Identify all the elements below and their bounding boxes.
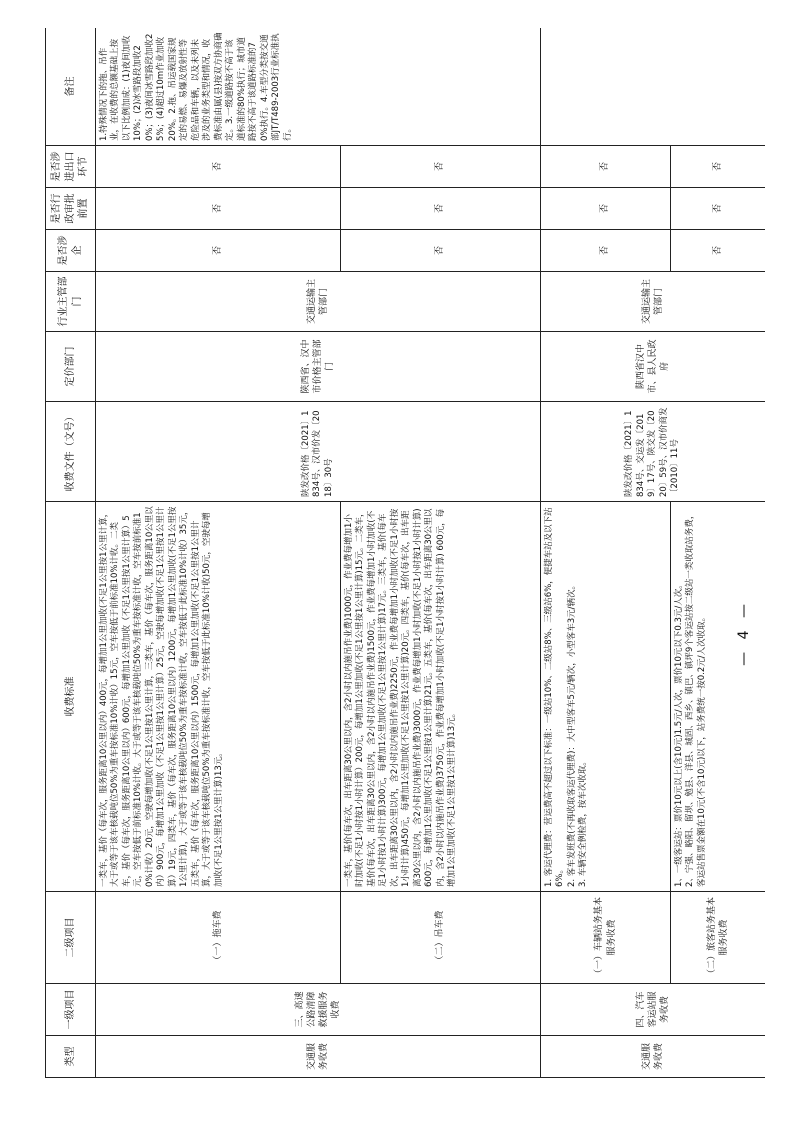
cell-enterprise: 否 [671, 230, 766, 272]
cell-standard: 1、一级客运站：票价10元以上(含10元)1.5元/人次，票价10元以下0.3元/人次。 2、宁强、略阳、留坝、勉县、洋县、城固、西乡、镇巴、镇坪9个客运站按二级站一类收取站务费，客运站售票金额在10元(不含10元)以下，站务费统一按0.2元/人次收取。 [671, 502, 766, 892]
cell-enterprise: 否 [96, 230, 341, 272]
header-doc: 收费文件（文号） [46, 402, 96, 502]
cell-level2: （二）旅客站务基本服务收费 [671, 892, 766, 984]
cell-enterprise: 否 [541, 230, 671, 272]
cell-admin: 否 [96, 188, 341, 230]
rotated-page-frame [45, 28, 765, 1078]
fee-table [45, 28, 765, 1078]
cell-level1: 三、高速公路清障救援服务收费 [96, 984, 541, 1036]
header-enterprise: 是否涉企 [46, 230, 96, 272]
cell-standard: 一类车，基价(每车次，出车距离30公里以内，含2小时以内施吊作业费)1000元，作业费每增加1小时加收(不足1小时按1小时计算）200元，每增加1公里加收(不足1公里按1公里计算)15元。二类车，基价(每车次，出车距离30公里以内，含2小时以内施吊作业费)1500元，作业费每增加1小时加收(不足1小时按1小时计算)300元，每增加1公里加收(不足1公里按1公里计算)17元。三类车，基价(每车次，出车距离30公里以内，含2小时以内施吊作业费)2250元，作业费每增加1小时加收(不足1小时按1小时计算)450元，每增加1公里加收(不足1公里按1公里计算)20元。四类车，基价(每车次，出车距离30公里以内，含2小时以内施吊作业费)3000元，作业费每增加1小时加收(不足1小时按1小时计算)600元，每增加1公里加收(不足1公里按1公里计算)21元。五类车，基价(每车次，出车距离30公里以内，含2小时以内施吊作业费)3750元，作业费每增加1小时加收(不足1小时按1小时计算) 600元，每增加1公里加收(不足1公里按1公里计算)13元。 [341, 502, 541, 892]
page-number: — 4 — [736, 600, 752, 666]
table-row [671, 28, 766, 1078]
cell-import: 否 [96, 146, 341, 188]
cell-industry: 交通运输主管部门 [96, 272, 541, 332]
cell-doc: 陕发改价格〔2021〕1834号、交运发〔2019〕17号、陕交发〔2020〕59号、汉市价商发〔2010〕11号 [541, 402, 766, 502]
cell-type: 交通服务收费 [96, 1036, 541, 1078]
fee-table-container [45, 28, 765, 1078]
cell-level2: （二）吊车费 [341, 892, 541, 984]
header-dept: 定价部门 [46, 332, 96, 402]
cell-dept: 陕西省汉中市、县人民政府 [541, 332, 766, 402]
header-level1: 一级项目 [46, 984, 96, 1036]
header-industry: 行业主管部门 [46, 272, 96, 332]
cell-type: 交通服务收费 [541, 1036, 766, 1078]
cell-industry: 交通运输主管部门 [541, 272, 766, 332]
cell-import: 否 [541, 146, 671, 188]
cell-import: 否 [341, 146, 541, 188]
cell-level2: （一）拖车费 [96, 892, 341, 984]
cell-admin: 否 [541, 188, 671, 230]
cell-dept: 陕西省、汉中市价格主管部门 [96, 332, 541, 402]
table-row [541, 28, 671, 1078]
cell-note: 1.特殊情况下的拖、吊作业，在收费的总额基础上按以下比例加成：(1)夜间加收10%；(2)冰雪路段加收20%；(3)夜间冰雪路段加收25%；(4)超过10m作业加收20%。2.拖、吊运载国家规定的易燃、易爆及放射性等危险品和车辆，以及未列未涉及的业务类型和情况，收费标准由属(县)按双方协商确定。3.一级道路按不高于该道标准的80%执行；城市道路按不高于该道路标准的70%执行。4.车型分类按交通部JT/T489-2003行业标准执行。 [96, 28, 541, 146]
cell-standard: 1. 客运代理费：营运费高不超过以下标准：一级站10%、二级站8%、三级站6%，便捷车站及以下站6%。 2. 客车发班费(不再收取客运代理费)：大中型客车5元/辆次，小型客车3元/辆次。 3. 车辆安全例检费，按车次收取。 [541, 502, 671, 892]
table-row [341, 28, 541, 1078]
cell-level2: （一）车辆站务基本服务收费 [541, 892, 671, 984]
header-admin: 是否行政审批前置 [46, 188, 96, 230]
cell-import: 否 [671, 146, 766, 188]
cell-enterprise: 否 [341, 230, 541, 272]
header-note: 备注 [46, 28, 96, 146]
header-level2: 二级项目 [46, 892, 96, 984]
cell-admin: 否 [671, 188, 766, 230]
table-row [96, 28, 341, 1078]
cell-admin: 否 [341, 188, 541, 230]
cell-note [541, 28, 766, 146]
header-row [46, 28, 96, 1078]
cell-standard: 一类车，基价（每车次，服务距离10公里以内）400元，每增加1公里加收(不足1公里按1公里计算，大于或等于该车核载吨位50%为重车按标准10%计收）15元，空车按低于前标准10%计收。二类车，基价（每车次，服务距离10公里以内）600元，每增加1公里加收（不足1公里按1公里计算）5元，空车按低于前标准10%计收。大于或等于该车核载吨位50%为重车按标准计收，空车按前标准10%计收）20元，空驶每增加收(不足1公里按1公里计算，三类车，基价（每车次，服务距离10公里以内）900元，每增加1公里加收（不足1公里按1公里计算）25元，空驶每增加收(不足1公里按1公里计算）19元，四类车，基价（每车次，服务距离10公里以内）1200元，每增加1公里加收(不足1公里按1公里计算)，大于或等于该车核载吨位50%为重车按标准计收，空车按低于此标准10%计收）35元，五类车，基价（每车次，服务距离10公里以内）1500元，每增加1公里加收(不足1公里按1公里计算，大于或等于该车核载吨位50%为重车按标准计收，空车按低于此标准10%计收)50元，空驶每增加收(不足1公里按1公里计算)13元。 [96, 502, 341, 892]
cell-level1: 四、汽车客运站服务收费 [541, 984, 766, 1036]
header-import: 是否涉进出口环节 [46, 146, 96, 188]
cell-doc: 陕发改价格〔2021〕1834号、汉市价发〔2018〕30号 [96, 402, 541, 502]
header-standard: 收费标准 [46, 502, 96, 892]
header-type: 类型 [46, 1036, 96, 1078]
